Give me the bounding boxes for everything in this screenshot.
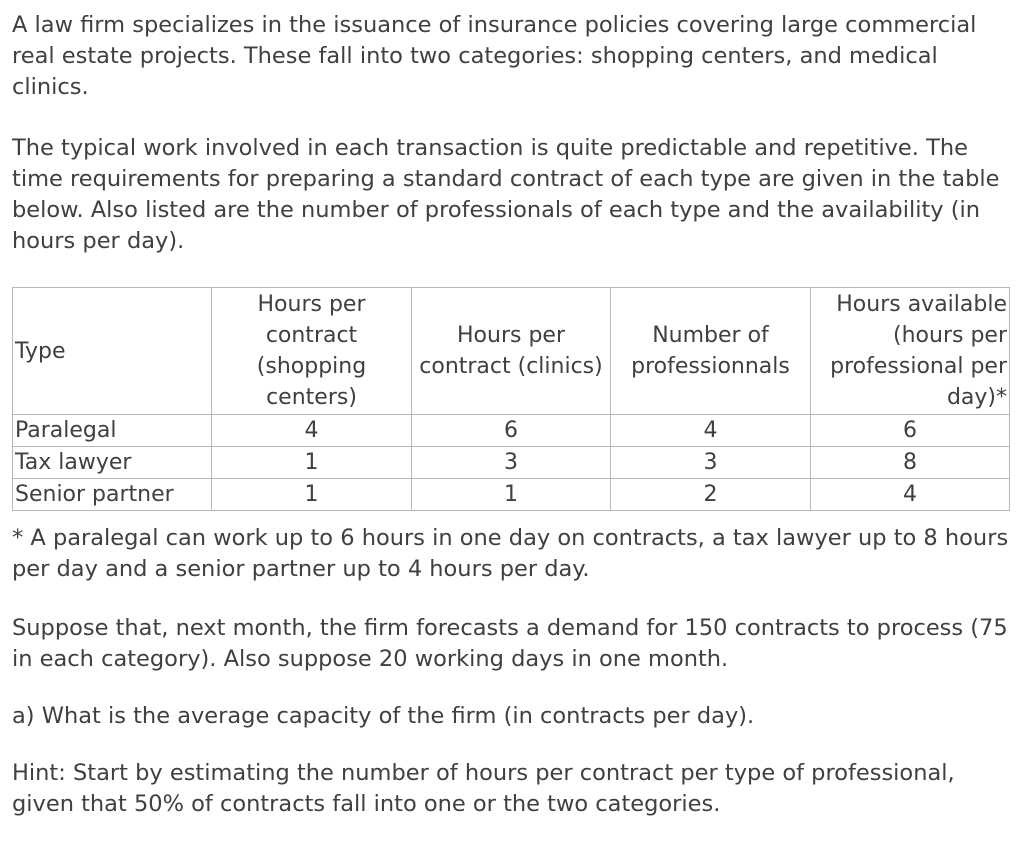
header-type: Type [13, 288, 212, 415]
table-wrapper [12, 287, 1012, 511]
table-row [13, 479, 1010, 511]
cell-clinics: 6 [412, 415, 611, 447]
row-type-paralegal: Paralegal [13, 415, 212, 447]
question-a: a) What is the average capacity of the firm (in contracts per day). [12, 703, 755, 729]
table-row [13, 415, 1010, 447]
cell-shopping: 1 [212, 479, 412, 511]
intro-paragraph-2: The typical work involved in each transaction is quite predictable and repetitive. The time requirements for preparing a standard contract of each type are given in the table below. Also listed are the number of professionals of each type and the availability (in hours per day). [12, 135, 1000, 254]
demand-paragraph: Suppose that, next month, the firm forecasts a demand for 150 contracts to process (75 in each category). Also suppose 20 working days in one month. [12, 615, 1008, 672]
cell-professionals: 3 [611, 447, 811, 479]
intro-paragraph-1: A law firm specializes in the issuance of insurance policies covering large commercial real estate projects. These fall into two categories: shopping centers, and medical clinics. [12, 12, 977, 100]
header-hours-shopping: Hours per contract (shopping centers) [212, 288, 412, 415]
hint-paragraph: Hint: Start by estimating the number of hours per contract per type of professional, given that 50% of contracts fall into one or the two categories. [12, 760, 955, 817]
header-number-professionals: Number of professionnals [611, 288, 811, 415]
cell-available: 8 [811, 447, 1010, 479]
cell-clinics: 1 [412, 479, 611, 511]
header-hours-clinics: Hours per contract (clinics) [412, 288, 611, 415]
hours-table [12, 287, 1010, 511]
row-type-senior-partner: Senior partner [13, 479, 212, 511]
cell-shopping: 1 [212, 447, 412, 479]
table-header-row [13, 288, 1010, 415]
cell-available: 6 [811, 415, 1010, 447]
table-row [13, 447, 1010, 479]
cell-available: 4 [811, 479, 1010, 511]
row-type-tax-lawyer: Tax lawyer [13, 447, 212, 479]
footnote: * A paralegal can work up to 6 hours in one day on contracts, a tax lawyer up to 8 hours per day and a senior partner up to 4 hours per day. [12, 525, 1009, 582]
problem-document [12, 10, 1012, 820]
cell-professionals: 2 [611, 479, 811, 511]
cell-professionals: 4 [611, 415, 811, 447]
header-hours-available: Hours available (hours per professional per day)* [811, 288, 1010, 415]
cell-shopping: 4 [212, 415, 412, 447]
cell-clinics: 3 [412, 447, 611, 479]
